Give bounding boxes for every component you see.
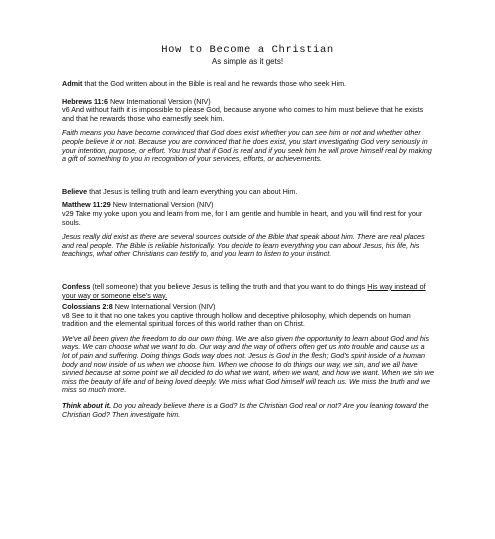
page-title: How to Become a Christian <box>161 44 334 56</box>
confess-underlined-text: His way instead of your way or someone else's way. <box>62 281 426 300</box>
closing-text: Do you already believe there is a God? Is the Christian God real or not? Are you leaning toward the Christian God? Then investigate him. <box>62 401 429 419</box>
believe-commentary: Jesus really did exist as there are several sources outside of the Bible that speak about him. There are real places and real people. The Bible is reliable historically. You decide to learn everything you can about Jesus, his life, his teachings, what other Christians can testify to, and you learn to listen to your instinct. <box>62 232 425 259</box>
believe-lead-text: that Jesus is telling truth and learn everything you can about Him. <box>87 186 298 196</box>
confess-ref-version: New International Version (NIV) <box>112 302 216 312</box>
believe-statement <box>62 188 434 197</box>
closing-paragraph <box>62 402 434 419</box>
document-page <box>0 44 495 539</box>
believe-lead-word: Believe <box>62 186 88 196</box>
believe-ref-version: New International Version (NIV) <box>110 200 214 210</box>
admit-statement <box>62 80 434 89</box>
closing-lead-word: Think about it. <box>62 401 112 411</box>
confess-lead-text: (tell someone) that you believe Jesus is telling the truth and that you want to do things <box>90 281 368 291</box>
admit-lead-text: that the God written about in the Bible is real and he rewards those who seek Him. <box>82 79 347 88</box>
admit-ref-version: New International Version (NIV) <box>107 96 211 106</box>
confess-ref-book: Colossians 2:8 <box>62 302 113 312</box>
believe-verse: v29 Take my yoke upon you and learn from me, for I am gentle and humble in heart, and you will find rest for your souls. <box>62 208 423 227</box>
admit-commentary: Faith means you have become convinced that God does exist whether you can see him or not and whether other people believe it or not. Because you are convinced that he does exist, you start investigating God very seriously in your intention, purpose, or effort. You trust that if God is real and if you seek him he will prove himself real by making a gift of something to you in recognition of your services, efforts, or achievements. <box>62 128 432 164</box>
confess-statement <box>62 283 434 300</box>
admit-ref-book: Hebrews 11:6 <box>62 96 108 106</box>
admit-lead-word: Admit <box>62 79 83 88</box>
page-subtitle: As simple as it gets! <box>211 57 284 66</box>
confess-commentary: We've all been given the freedom to do our own thing. We are also given the opportunity to learn about God and his ways. We can choose what we want to do. Our way and the way of others often get us into trouble and cause us a lot of pain and suffering. Doing things Gods way does not. Jesus is God in the flesh; God's spirit inside of a human body and now inside of us when we choose him. When we choose to do things our way, we sin, and we all have sinned because at some point we all decided to do what we want, when we want, and how we want. When we sin we miss the beauty of life and of being loved deeply. We miss what God himself will teach us. We miss the truth and we miss so much more. <box>62 333 434 395</box>
confess-lead-word: Confess <box>62 281 91 291</box>
admit-verse: v6 And without faith it is impossible to please God, because anyone who comes to him must believe that he exists and that he rewards those who earnestly seek him. <box>62 105 424 123</box>
believe-ref-book: Matthew 11:29 <box>62 200 111 210</box>
confess-verse: v8 See to it that no one takes you captive through hollow and deceptive philosophy, which depends on human tradition and the elemental spiritual forces of this world rather than on Christ. <box>62 310 411 329</box>
